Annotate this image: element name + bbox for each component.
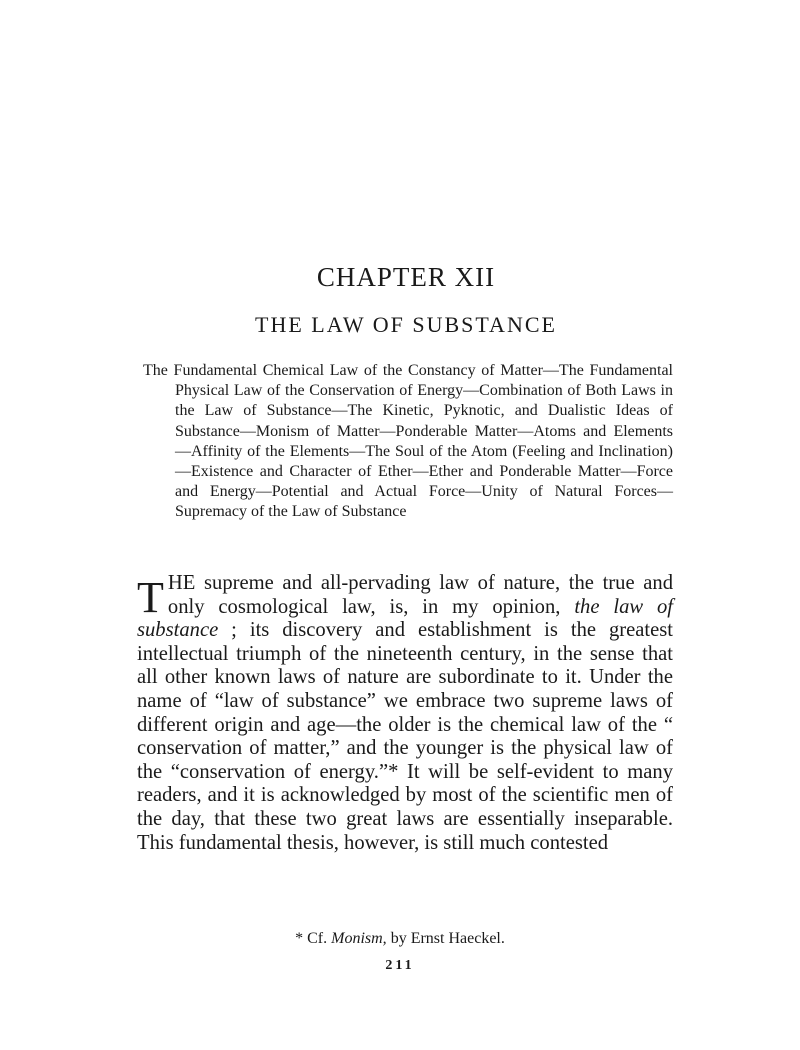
page-number: 211 <box>385 958 415 973</box>
footnote-italic: Monism, <box>331 930 387 947</box>
footnote-prefix: * Cf. <box>295 930 332 947</box>
footnote-suffix: by Ernst Haeckel. <box>386 930 505 947</box>
footnote <box>0 930 800 948</box>
body-paragraph <box>137 572 673 855</box>
chapter-number: CHAPTER XII <box>316 262 496 292</box>
body-italic-phrase: the law of substance <box>137 595 674 642</box>
body-text-part-2: ; its discovery and establishment is the greatest intellectual triumph of the nineteenth century, in the sense that all other known laws of nature are subordinate to it. Under the name of “law of substance” we embrace two supreme laws of different origin and age—the older is the chemical law of the “ conservation of matter,” and the younger is the physical law of the “conservation of energy.”* It will be self-evident to many readers, and it is acknowledged by most of the scientific men of the day, that these two great laws are essentially inseparable. This fundamental thesis, however, is still much contested <box>137 619 673 854</box>
chapter-synopsis: The Fundamental Chemical Law of the Constancy of Matter—The Fundamental Physical Law of the Conservation of Energy—Combination of Both Laws in the Law of Substance—The Kinetic, Pyknotic, and Dualistic Ideas of Substance—Monism of Matter—Ponderable Matter—Atoms and Elements—Affinity of the Elements—The Soul of the Atom (Feeling and Inclination)—Existence and Character of Ether—Ether and Ponderable Matter—Force and Energy—Potential and Actual Force—Unity of Natural Forces—Supremacy of the Law of Substance <box>143 362 673 521</box>
drop-cap: T <box>137 573 164 622</box>
body-text-part-1: HE supreme and all-pervading law of nature, the true and only cosmological law, is, in my opinion, <box>167 572 673 618</box>
chapter-title: THE LAW OF SUBSTANCE <box>255 312 557 337</box>
